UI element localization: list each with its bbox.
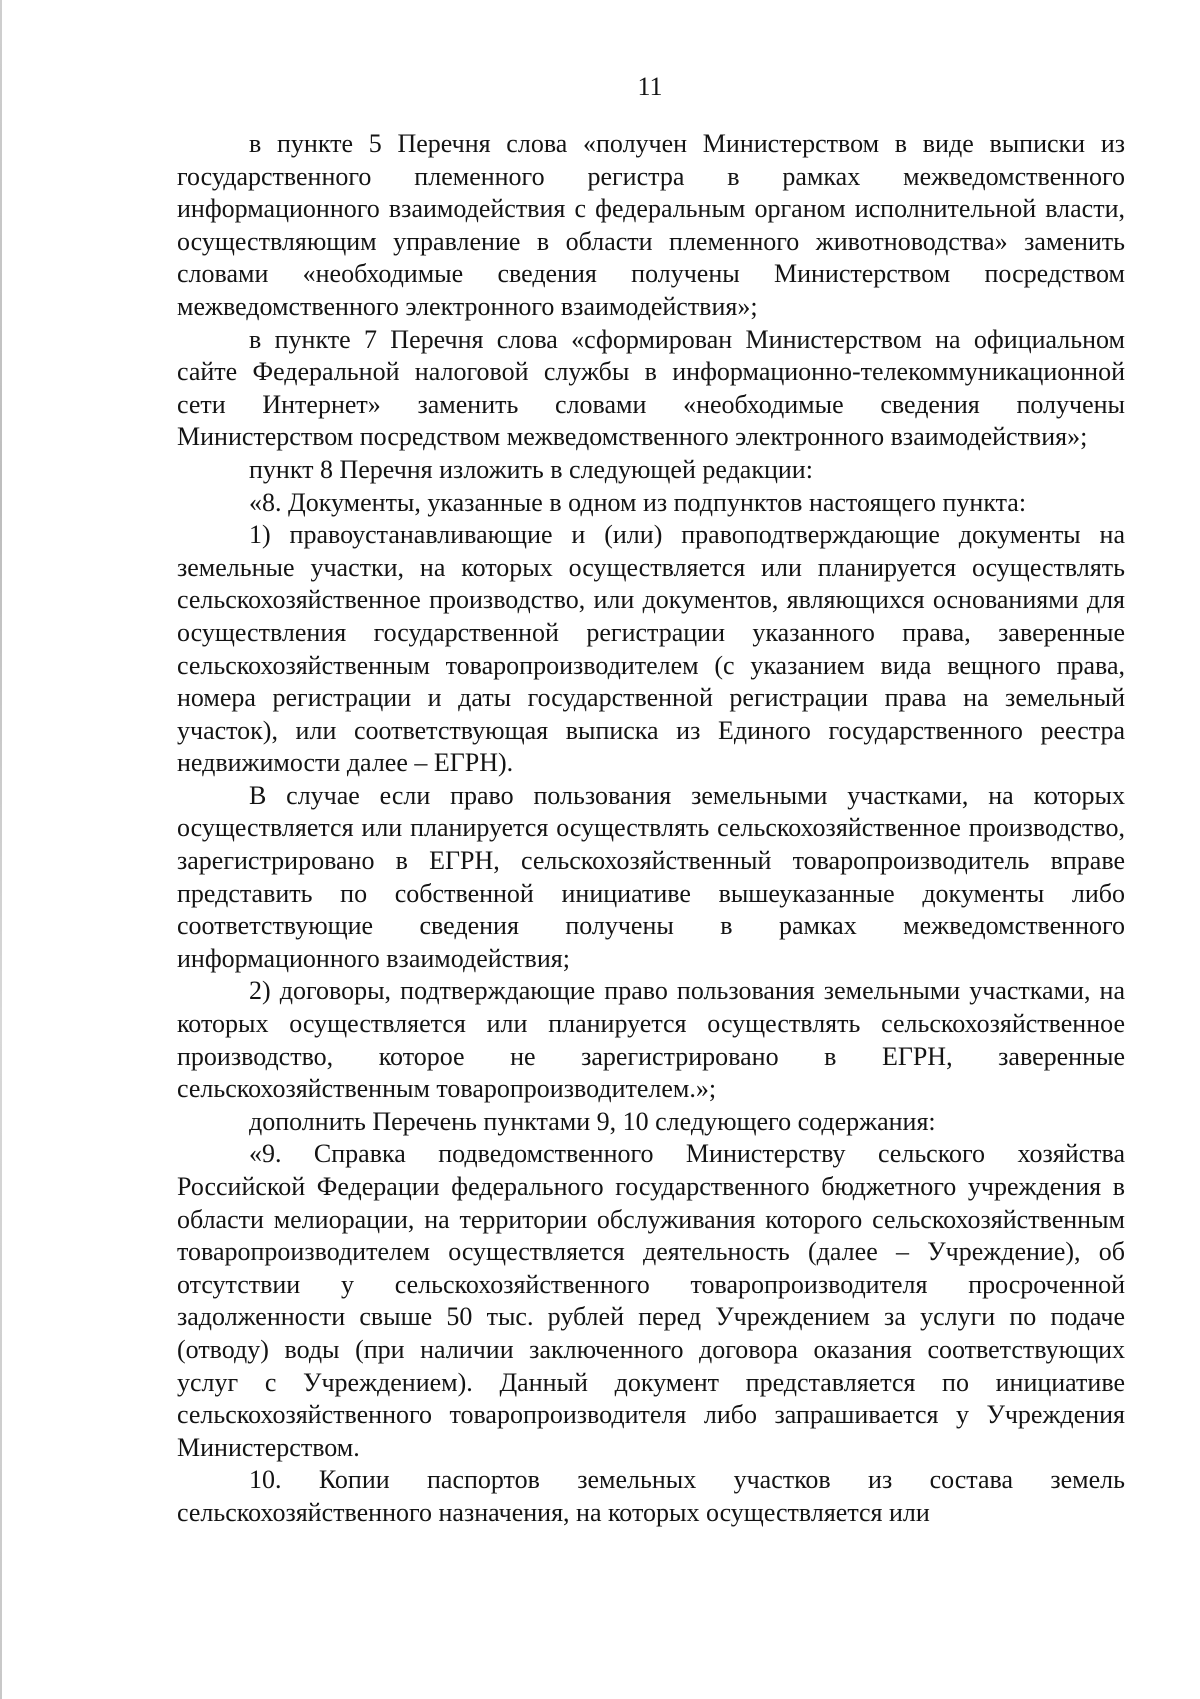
paragraph-egrn-case: В случае если право пользования земельными участками, на которых осуществляется или планируется осуществлять сельскохозяйственное производство, зарегистрировано в ЕГРН, сельскохозяйственный товаропроизводитель вправе представить по собственной инициативе вышеуказанные документы либо соответствующие сведения получены в рамках межведомственного информационного взаимодействия; — [177, 780, 1125, 973]
paragraph-item10: 10. Копии паспортов земельных участков из состава земель сельскохозяйственного назначения, на которых осуществляется или — [177, 1465, 1125, 1527]
paragraph-item8-intro: пункт 8 Перечня изложить в следующей редакции: — [249, 454, 813, 484]
paragraph-item9: «9. Справка подведомственного Министерству сельского хозяйства Российской Федерации федерального государственного бюджетного учреждения в области мелиорации, на территории обслуживания которого сельскохозяйственным товаропроизводителем осуществляется деятельность (далее – Учреждение), об отсутствии у сельскохозяйственного товаропроизводителя просроченной задолженности свыше 50 тыс. рублей перед Учреждением за услуги по подаче (отводу) воды (при наличии заключенного договора оказания соответствующих услуг с Учреждением). Данный документ представляется по инициативе сельскохозяйственного товаропроизводителя либо запрашивается у Учреждения Министерством. — [177, 1139, 1125, 1462]
paragraph-subitem1: 1) правоустанавливающие и (или) правоподтверждающие документы на земельные участки, на которых осуществляется или планируется осуществлять сельскохозяйственное производство, или документов, являющихся основаниями для осуществления государственной регистрации указанного права, заверенные сельскохозяйственным товаропроизводителем (с указанием вида вещного права, номера регистрации и даты государственной регистрации права на земельный участок), или соответствующая выписка из Единого государственного реестра недвижимости далее – ЕГРН). — [177, 520, 1125, 778]
paragraph-item5-amendment: в пункте 5 Перечня слова «получен Министерством в виде выписки из государственного племенного регистра в рамках межведомственного информационного взаимодействия с федеральным органом исполнительной власти, осуществляющим управление в области племенного животноводства» заменить словами «необходимые сведения получены Министерством посредством межведомственного электронного взаимодействия»; — [177, 129, 1125, 321]
scan-edge-line — [0, 0, 2, 1699]
document-body — [177, 128, 1125, 1530]
paragraph-subitem2: 2) договоры, подтверждающие право пользования земельными участками, на которых осуществляется или планируется осуществлять сельскохозяйственное производство, которое не зарегистрировано в ЕГРН, заверенные сельскохозяйственным товаропроизводителем.»; — [177, 976, 1125, 1104]
paragraph-item8-heading: «8. Документы, указанные в одном из подпунктов настоящего пункта: — [249, 487, 1027, 517]
paragraph-item7-amendment: в пункте 7 Перечня слова «сформирован Министерством на официальном сайте Федеральной налоговой службы в информационно-телекоммуникационной сети Интернет» заменить словами «необходимые сведения получены Министерством посредством межведомственного электронного взаимодействия»; — [177, 324, 1125, 452]
page-number: 11 — [637, 72, 663, 101]
paragraph-add-items-intro: дополнить Перечень пунктами 9, 10 следующего содержания: — [249, 1106, 936, 1136]
